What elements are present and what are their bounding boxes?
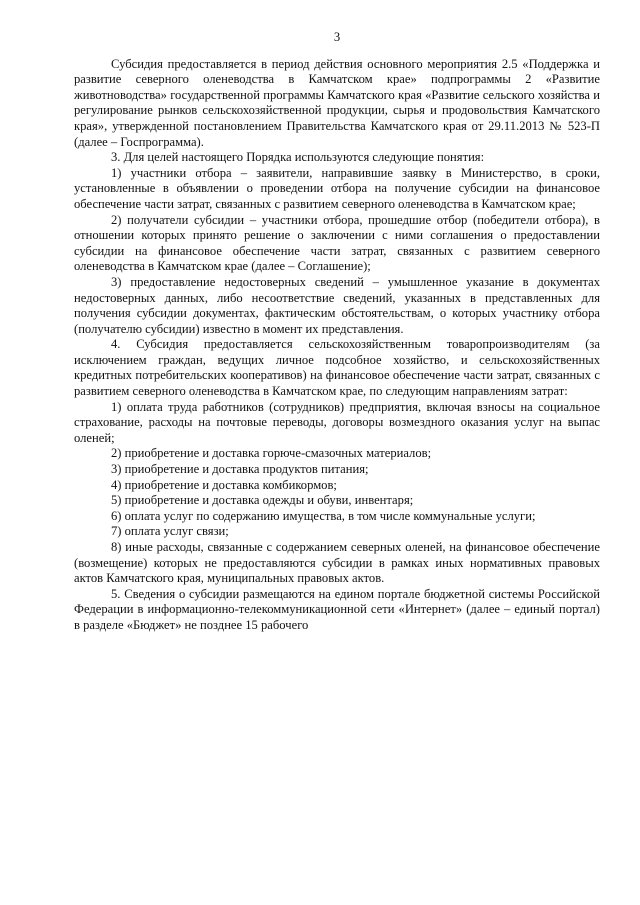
document-page [74,30,600,634]
paragraph-subsidy-publication: 5. Сведения о субсидии размещаются на едином портале бюджетной системы Российской Федерации в информационно-телекоммуникационной сети «Интернет» (далее – единый портал) в разделе «Бюджет» не позднее 15 рабочего [74,586,600,632]
list-item-property-maintenance: 6) оплата услуг по содержанию имущества, в том числе коммунальные услуги; [111,508,536,523]
list-item-clothing: 5) приобретение и доставка одежды и обуви, инвентаря; [111,493,414,508]
paragraph-definition-participants: 1) участники отбора – заявители, направившие заявку в Министерство, в сроки, установленные в объявлении о проведении отбора на получение субсидии на финансовое обеспечение части затрат, связанных с развитием северного оленеводства в Камчатском крае; [74,165,600,211]
paragraph-definition-false-info: 3) предоставление недостоверных сведений – умышленное указание в документах недостоверных данных, либо несоответствие сведений, указанных в представленных для получения субсидии документах, фактическим обстоятельствам, о которых участнику отбора (получателю субсидии) известно в момент их представления. [74,274,600,336]
list-item-other-expenses: 8) иные расходы, связанные с содержанием северных оленей, на финансовое обеспечение (возмещение) которых не предоставляются субсидии в рамках иных нормативных правовых актов Камчатского края, муниципальных правовых актов. [74,540,600,586]
page-number: 3 [333,30,341,44]
list-item-fuel: 2) приобретение и доставка горюче-смазочных материалов; [111,446,432,461]
list-item-communication: 7) оплата услуг связи; [111,524,229,539]
list-item-labor-costs: 1) оплата труда работников (сотрудников) предприятия, включая взносы на социальное страхование, расходы на почтовые переводы, договоры возмездного оказания услуг на выпас оленей; [74,399,600,445]
list-item-food: 3) приобретение и доставка продуктов питания; [111,462,369,477]
list-item-feed: 4) приобретение и доставка комбикормов; [111,477,337,492]
paragraph-subsidy-recipients: 4. Субсидия предоставляется сельскохозяйственным товаропроизводителям (за исключением граждан, ведущих личное подсобное хозяйство, и сельскохозяйственных кредитных потребительских кооперативов) на финансовое обеспечение части затрат, связанных с развитием северного оленеводства в Камчатском крае, по следующим направлениям затрат: [74,337,600,399]
paragraph-subsidy-period: Субсидия предоставляется в период действия основного мероприятия 2.5 «Поддержка и развитие северного оленеводства в Камчатском крае» подпрограммы 2 «Развитие животноводства» государственной программы Камчатского края «Развитие сельского хозяйства и регулирование рынков сельскохозяйственной продукции, сырья и продовольствия Камчатского края», утвержденной постановлением Правительства Камчатского края от 29.11.2013 № 523-П (далее – Госпрограмма). [74,56,600,149]
paragraph-definitions-intro: 3. Для целей настоящего Порядка используются следующие понятия: [111,150,485,165]
paragraph-definition-recipients: 2) получатели субсидии – участники отбора, прошедшие отбор (победители отбора), в отношении которых принято решение о заключении с ними соглашения о предоставлении субсидии на финансовое обеспечение части затрат, связанных с развитием северного оленеводства в Камчатском крае (далее – Соглашение); [74,212,600,274]
